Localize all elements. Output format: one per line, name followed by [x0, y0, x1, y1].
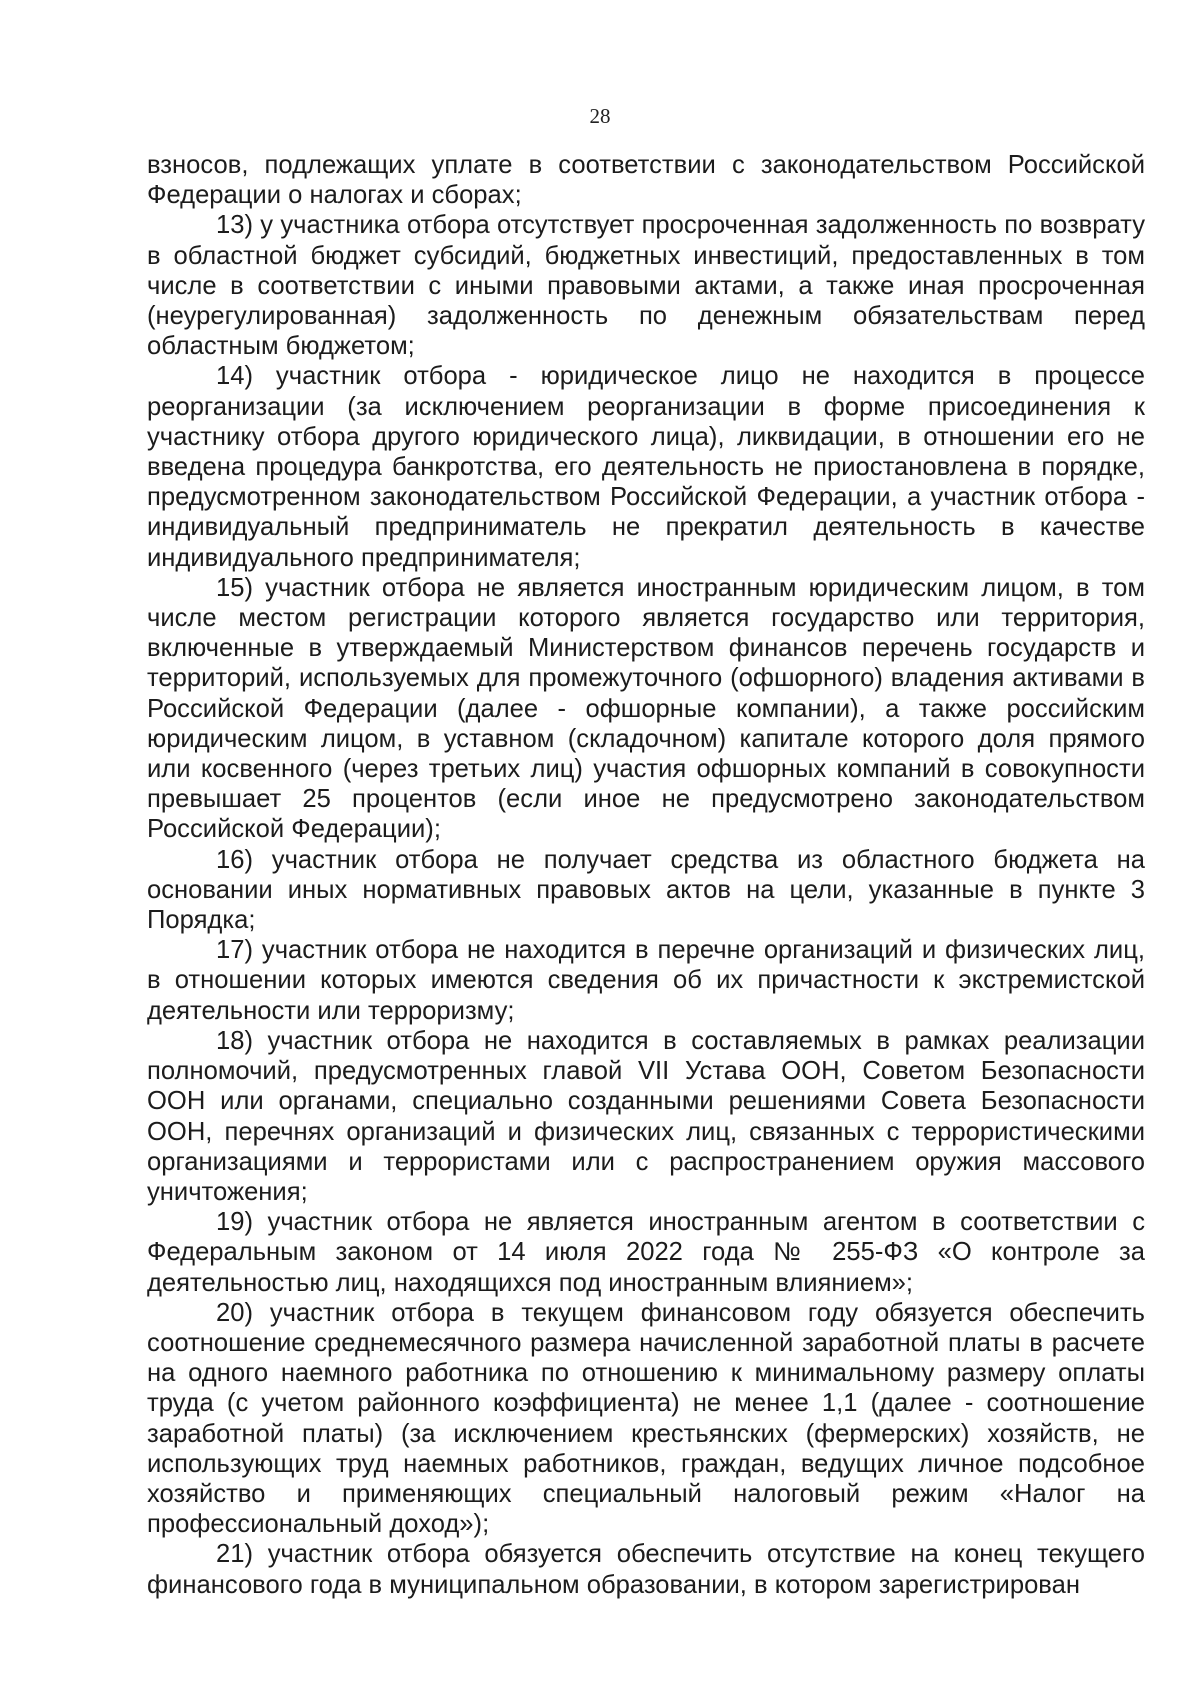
- paragraph-item-16: 16) участник отбора не получает средства из областного бюджета на основании иных нормативных правовых актов на цели, указанные в пункте 3 Порядка;: [147, 845, 1145, 935]
- paragraph-item-13: 13) у участника отбора отсутствует просроченная задолженность по возврату в областной бюджет субсидий, бюджетных инвестиций, предоставленных в том числе в соответствии с иными правовыми актами, а также иная просроченная (неурегулированная) задолженность по денежным обязательствам перед областным бюджетом;: [147, 211, 1145, 361]
- document-body: [147, 150, 1145, 1600]
- paragraph-item-17: 17) участник отбора не находится в перечне организаций и физических лиц, в отношении которых имеются сведения об их причастности к экстремистской деятельности или терроризму;: [147, 936, 1145, 1025]
- paragraph-item-15: 15) участник отбора не является иностранным юридическим лицом, в том числе местом регистрации которого является государство или территория, включенные в утверждаемый Министерством финансов перечень государств и территорий, используемых для промежуточного (офшорного) владения активами в Российской Федерации (далее - офшорные компании), а также российским юридическим лицом, в уставном (складочном) капитале которого доля прямого или косвенного (через третьих лиц) участия офшорных компаний в совокупности превышает 25 процентов (если иное не предусмотрено законодательством Российской Федерации);: [147, 573, 1145, 844]
- paragraph-item-21: 21) участник отбора обязуется обеспечить отсутствие на конец текущего финансового года в муниципальном образовании, в котором зарегистрирован: [147, 1540, 1145, 1599]
- paragraph-item-18: 18) участник отбора не находится в составляемых в рамках реализации полномочий, предусмотренных главой VII Устава ООН, Советом Безопасности ООН или органами, специально созданными решениями Совета Безопасности ООН, перечнях организаций и физических лиц, связанных с террористическими организациями и террористами или с распространением оружия массового уничтожения;: [147, 1026, 1145, 1206]
- page-number: 28: [589, 104, 611, 128]
- paragraph-item-14: 14) участник отбора - юридическое лицо не находится в процессе реорганизации (за исключением реорганизации в форме присоединения к участнику отбора другого юридического лица), ликвидации, в отношении его не введена процедура банкротства, его деятельность не приостановлена в порядке, предусмотренном законодательством Российской Федерации, а участник отбора - индивидуальный предприниматель не прекратил деятельность в качестве индивидуального предпринимателя;: [147, 362, 1145, 572]
- paragraph-item-19: 19) участник отбора не является иностранным агентом в соответствии с Федеральным законом от 14 июля 2022 года № 255-ФЗ «О контроле за деятельностью лиц, находящихся под иностранным влиянием»;: [147, 1208, 1145, 1297]
- paragraph-item-20: 20) участник отбора в текущем финансовом году обязуется обеспечить соотношение среднемесячного размера начисленной заработной платы в расчете на одного наемного работника по отношению к минимальному размеру оплаты труда (с учетом районного коэффициента) не менее 1,1 (далее - соотношение заработной платы) (за исключением крестьянских (фермерских) хозяйств, не использующих труд наемных работников, граждан, ведущих личное подсобное хозяйство и применяющих специальный налоговый режим «Налог на профессиональный доход»);: [147, 1298, 1145, 1539]
- paragraph-continuation: взносов, подлежащих уплате в соответствии с законодательством Российской Федерации о налогах и сборах;: [147, 151, 1145, 210]
